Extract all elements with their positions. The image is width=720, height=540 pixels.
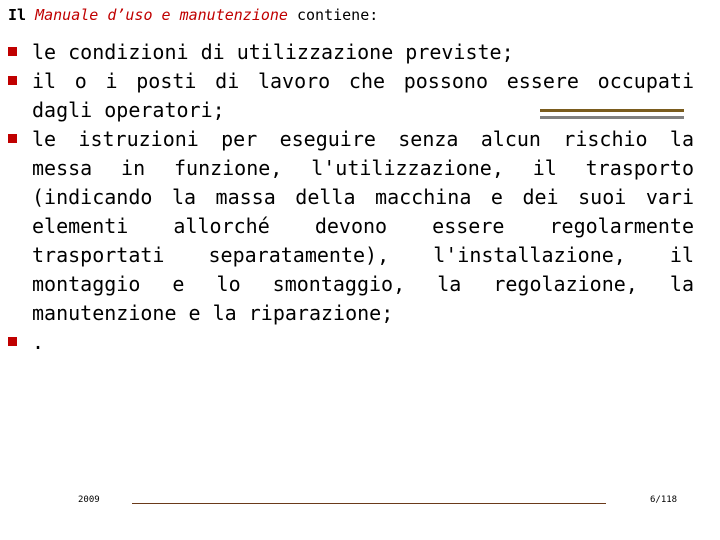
bullet-item — [8, 38, 694, 67]
footer-year: 2009 — [78, 495, 100, 505]
bullet-line: manutenzione e la riparazione; — [32, 301, 394, 325]
bullet-item — [8, 67, 694, 125]
bullet-item — [8, 125, 694, 328]
bullet-square-icon — [8, 47, 17, 56]
bullet-line: messa in funzione, l'utilizzazione, il trasporto — [32, 156, 694, 180]
bullet-square-icon — [8, 337, 17, 346]
footer-divider — [132, 503, 606, 504]
title-highlight: Manuale d’uso e manutenzione — [35, 6, 288, 24]
bullet-line: elementi allorché devono essere regolarmente — [32, 214, 694, 238]
bullet-square-icon — [8, 76, 17, 85]
slide-title — [8, 6, 378, 24]
bullet-line: trasportati separatamente), l'installazione, il — [32, 243, 694, 267]
bullet-line: le istruzioni per eseguire senza alcun rischio la — [32, 127, 694, 151]
bullet-square-icon — [8, 134, 17, 143]
bullet-line: . — [32, 330, 45, 354]
bullet-line: dagli operatori; — [32, 98, 225, 122]
bullet-line: montaggio e lo smontaggio, la regolazione, la — [32, 272, 694, 296]
bullet-item — [8, 328, 694, 357]
bullet-line: il o i posti di lavoro che possono essere occupati — [32, 69, 694, 93]
bullet-list — [8, 38, 694, 357]
bullet-line: le condizioni di utilizzazione previste; — [32, 40, 514, 64]
title-prefix: Il — [8, 6, 27, 24]
title-suffix: contiene: — [297, 6, 379, 24]
footer-page-number: 6/118 — [650, 495, 678, 505]
bullet-line: (indicando la massa della macchina e dei suoi vari — [32, 185, 694, 209]
